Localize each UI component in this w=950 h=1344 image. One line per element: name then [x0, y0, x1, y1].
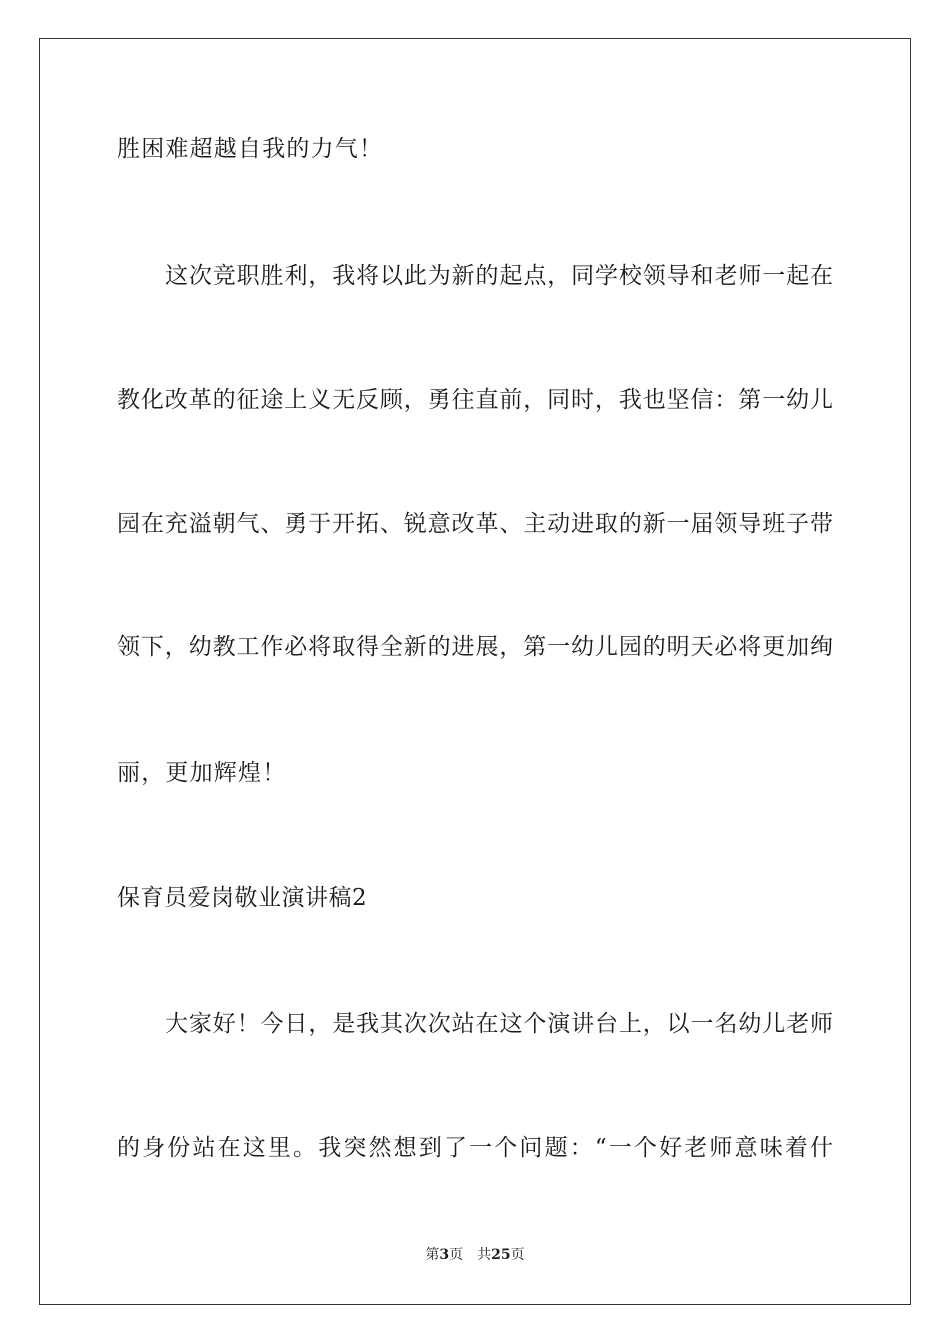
paragraph-line: 胜困难超越自我的力气！: [117, 136, 384, 162]
paragraph-line: 大家好！今日，是我其次次站在这个演讲台上，以一名幼儿老师: [165, 1011, 833, 1037]
section-heading: 保育员爱岗敬业演讲稿2: [117, 885, 368, 911]
paragraph-line: 园在充溢朝气、勇于开拓、锐意改革、主动进取的新一届领导班子带: [117, 511, 833, 537]
paragraph-line: 丽，更加辉煌！: [117, 760, 287, 786]
paragraph-line: 领下，幼教工作必将取得全新的进展，第一幼儿园的明天必将更加绚: [117, 634, 833, 660]
page-number: 3: [439, 1247, 450, 1263]
page-frame: [39, 38, 911, 1305]
paragraph-line: 教化改革的征途上义无反顾，勇往直前，同时，我也坚信：第一幼儿: [117, 387, 833, 413]
paragraph-line: 的身份站在这里。我突然想到了一个问题：“一个好老师意味着什: [117, 1135, 833, 1161]
total-suffix: 页: [510, 1247, 525, 1263]
paragraph-line: 这次竞职胜利，我将以此为新的起点，同学校领导和老师一起在: [165, 263, 833, 289]
total-prefix: 共: [477, 1247, 492, 1263]
total-pages: 25: [491, 1247, 511, 1263]
page-suffix: 页: [449, 1247, 464, 1263]
page-prefix: 第: [425, 1247, 440, 1263]
page-footer: [0, 1246, 950, 1264]
